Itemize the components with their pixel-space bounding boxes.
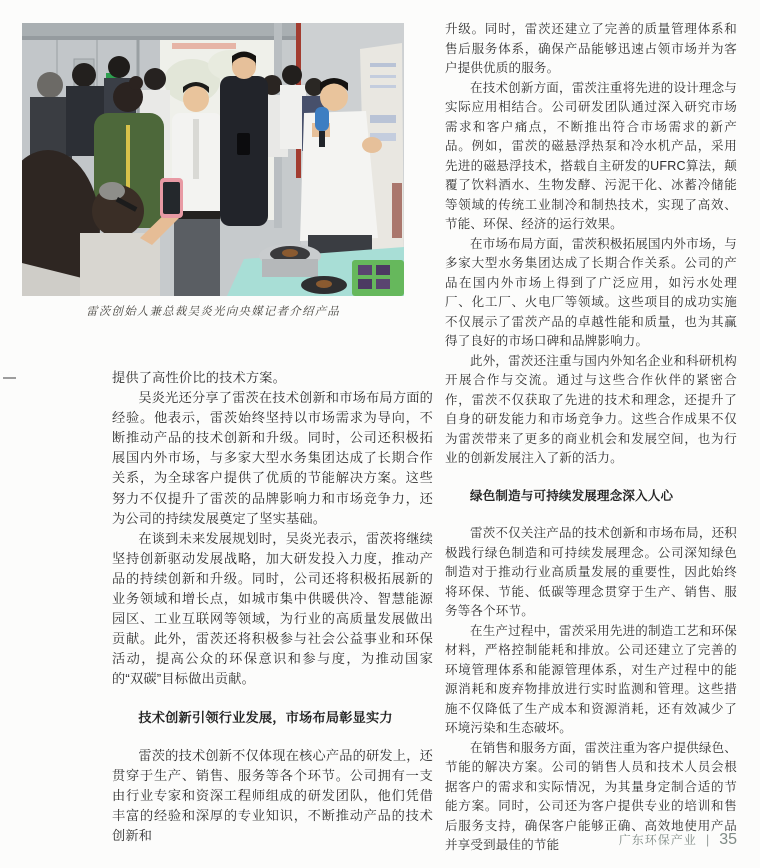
news-photo-graphic [22, 23, 404, 296]
page-footer [437, 831, 737, 849]
paragraph: 提供了高性价比的技术方案。 [112, 370, 287, 385]
page-number: 35 [719, 831, 737, 848]
news-photo [22, 23, 404, 296]
paragraph: 雷茨的技术创新不仅体现在核心产品的研发上，还贯穿于生产、销售、服务等各个环节。公司拥有一支由行业专家和资深工程师组成的研发团队，他们凭借丰富的经验和深厚的专业知识，不断推动产品的技术创新和 [112, 747, 433, 843]
paragraph: 雷茨不仅关注产品的技术创新和市场布局，还积极践行绿色制造和可持续发展理念。公司深知绿色制造对于推动行业高质量发展的重要性，因此始终将环保、节能、低碳等理念贯穿于生产、销售、服务等各个环节。 [445, 526, 737, 618]
paragraph: 在技术创新方面，雷茨注重将先进的设计理念与实际应用相结合。公司研发团队通过深入研究市场需求和客户痛点，不断推出符合市场需求的新产品。例如，雷茨的磁悬浮热泵和冷水机产品，采用先进的磁悬浮技术，搭载自主研发的UFRC算法，颠覆了饮料酒水、生物发酵、污泥干化、冰蓄冷储能等领域的传统工业制冷和制热技术，实现了高效、节能、环保、经济的运行效果。 [445, 80, 737, 231]
left-column [112, 368, 433, 846]
photo-caption: 雷茨创始人兼总裁吴炎光向央媒记者介绍产品 [86, 304, 340, 318]
footer-divider: | [705, 832, 711, 847]
section-subheading: 绿色制造与可持续发展理念深入人心 [470, 488, 674, 503]
right-column [445, 20, 737, 856]
paragraph: 在谈到未来发展规划时，吴炎光表示，雷茨将继续坚持创新驱动发展战略，加大研发投入力度，推动产品的持续创新和升级。同时，公司还将积极拓展新的业务领域和增长点，如城市集中供暖供冷、智慧能源园区、工业互联网等领域，为行业的高质量发展做出贡献。此外，雷茨还将积极参与社会公益事业和环保活动，提高公众的环保意识和参与度，为推动国家的“双碳”目标做出贡献。 [112, 530, 433, 687]
margin-dash-mark [3, 377, 16, 379]
journal-name: 广东环保产业 [618, 833, 697, 847]
paragraph: 此外，雷茨还注重与国内外知名企业和科研机构开展合作与交流。通过与这些合作伙伴的紧密合作，雷茨不仅获取了先进的技术和理念，还提升了自身的研发能力和市场竞争力。这些合作成果不仅为雷茨带来了更多的商业机会和发展空间，也为行业的创新发展注入了新的活力。 [445, 353, 737, 465]
section-subheading: 技术创新引领行业发展，市场布局彰显实力 [138, 709, 393, 725]
paragraph: 吴炎光还分享了雷茨在技术创新和市场布局方面的经验。他表示，雷茨始终坚持以市场需求为导向，不断推动产品的技术创新和升级。同时，公司还积极拓展国内外市场，与多家大型水务集团达成了长期合作关系，为全球客户提供了优质的节能解决方案。这些努力不仅提升了雷茨的品牌影响力和市场竞争力，还为公司的持续发展奠定了坚实基础。 [112, 390, 433, 526]
man-black-polo-figure [220, 52, 268, 227]
paragraph: 在生产过程中，雷茨采用先进的制造工艺和环保材料，严格控制能耗和排放。公司还建立了完善的环境管理体系和能源管理体系，对生产过程中的能源消耗和废弃物排放进行实时监测和管理。这些措施不仅降低了生产成本和资源消耗，还有效减少了环境污染和生态破坏。 [445, 623, 737, 735]
paragraph: 在市场布局方面，雷茨积极拓展国内外市场，与多家大型水务集团达成了长期合作关系。公司的产品在国内外市场上得到了广泛应用，如污水处理厂、化工厂、火电厂等领域。这些项目的成功实施不仅展示了雷茨产品的卓越性能和质量，也为其赢得了良好的市场口碑和品牌影响力。 [445, 236, 737, 348]
paragraph: 在销售和服务方面，雷茨注重为客户提供绿色、节能的解决方案。公司的销售人员和技术人员会根据客户的需求和实际情况，为其量身定制合适的节能方案。同时，公司还为客户提供专业的培训和售后服务支持，确保客户能够正确、高效地使用产品并享受到最佳的节能 [445, 740, 737, 852]
paragraph: 升级。同时，雷茨还建立了完善的质量管理体系和售后服务体系，确保产品能够迅速占领市场并为客户提供优质的服务。 [445, 22, 737, 75]
